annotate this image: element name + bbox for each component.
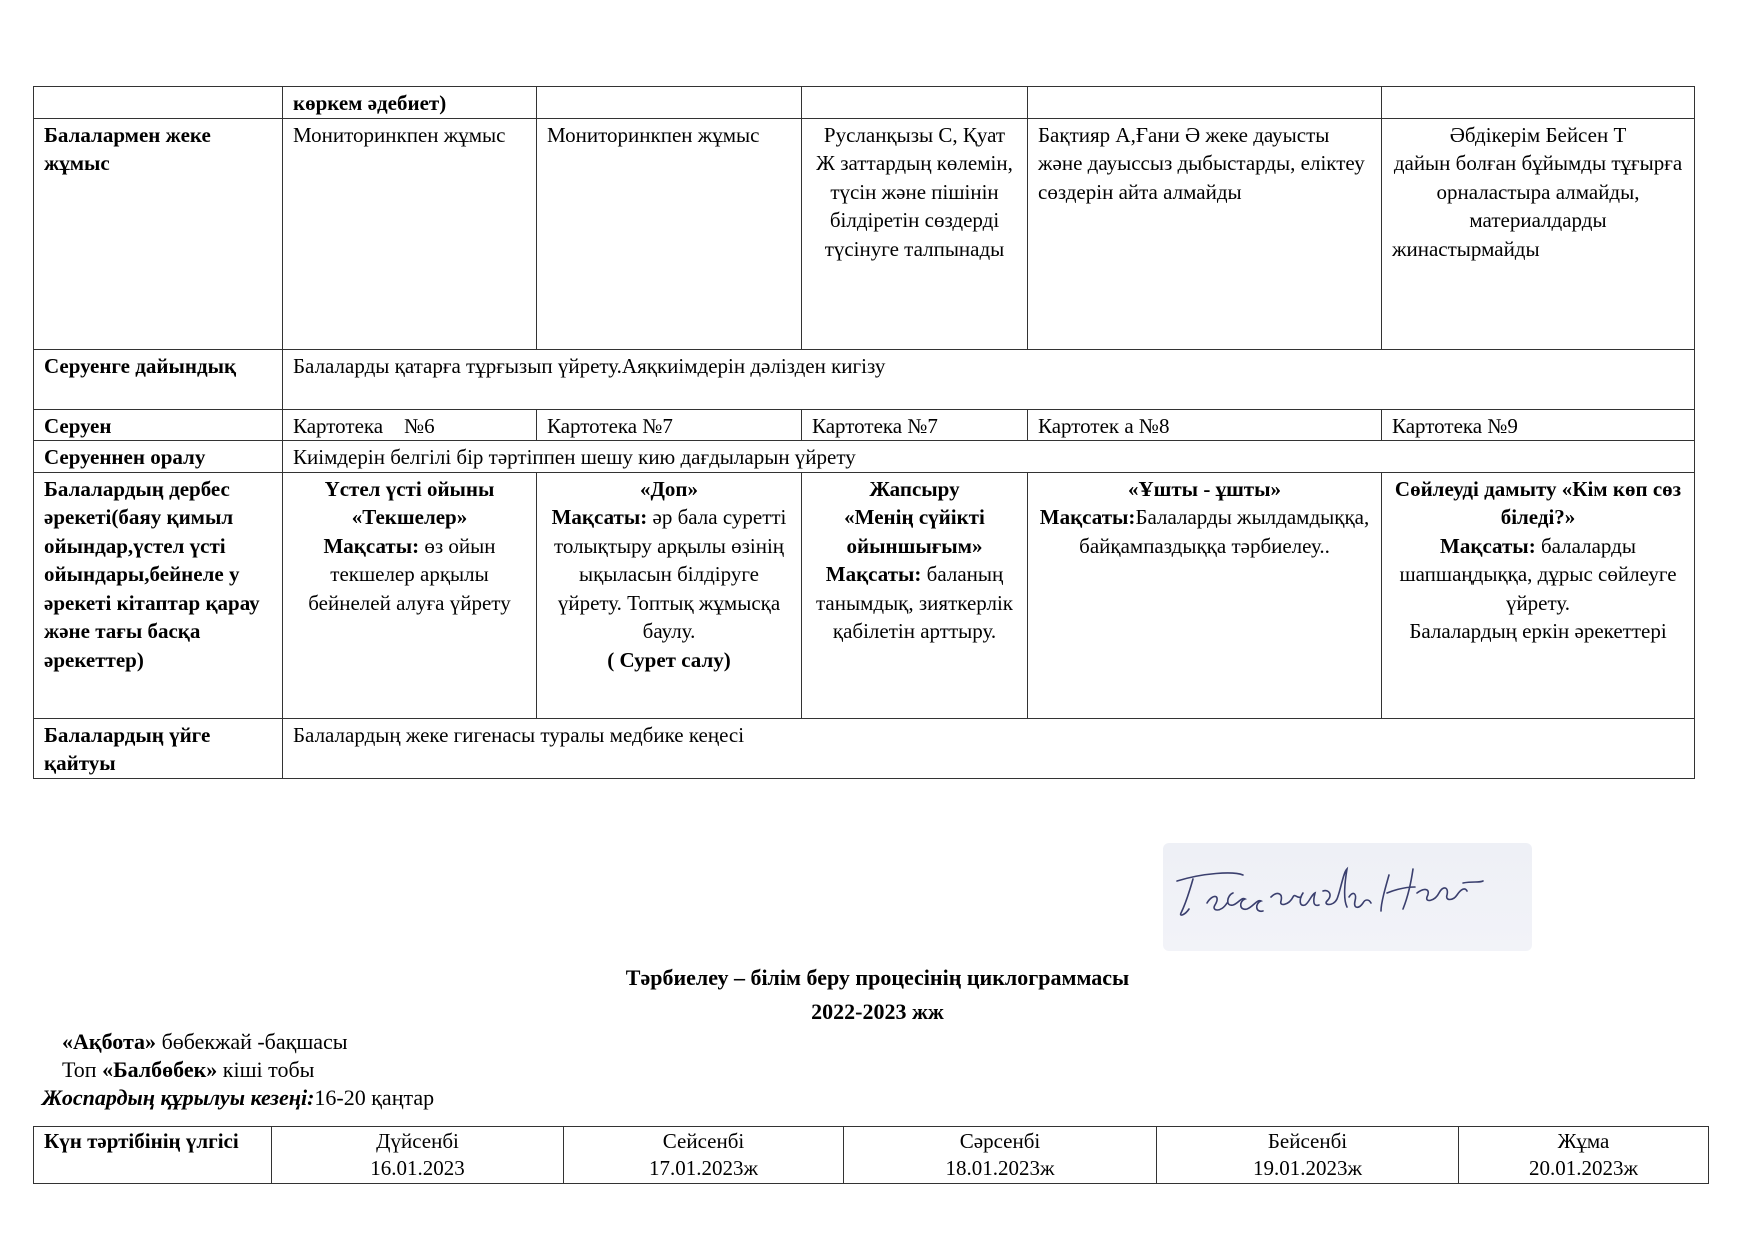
table-cell (283, 472, 537, 718)
row-label-individual-work: Балалармен жеке жұмыс (34, 118, 283, 349)
table-row (34, 349, 1695, 409)
row-label-walk-prep: Серуенге дайындық (34, 349, 283, 409)
table-cell (1028, 472, 1382, 718)
table-cell: Мониторинкпен жұмыс (537, 118, 802, 349)
table-cell: Картотека №7 (802, 409, 1028, 441)
activity-goal (1392, 532, 1684, 618)
table-cell: Картотека №9 (1382, 409, 1695, 441)
group-suffix: кіші тобы (217, 1057, 315, 1082)
goal-label: Мақсаты: (1039, 505, 1136, 529)
day-name: Дүйсенбі (376, 1129, 459, 1153)
row-label-daily-schedule: Күн тәртібінің үлгісі (34, 1127, 272, 1184)
table-cell (802, 472, 1028, 718)
goal-text: әр бала суретті толықтыру арқылы өзінің ықыласын білдіруге үйрету. Топтық жұмысқа баулу. (553, 505, 787, 643)
schedule-table-header (33, 1126, 1709, 1184)
table-row (34, 409, 1695, 441)
group-prefix: Топ (62, 1057, 103, 1082)
day-date: 18.01.2023ж (945, 1156, 1055, 1180)
row-label-walk: Серуен (34, 409, 283, 441)
day-header (844, 1127, 1157, 1184)
goal-text: балаларды шапшаңдыққа, дұрыс сөйлеуге үйрету. (1399, 533, 1677, 615)
day-header (564, 1127, 844, 1184)
activity-title: Жапсыру (869, 476, 960, 501)
activity-goal (547, 503, 791, 646)
activity-title: Сөйлеуді дамыту «Кім көп сөз біледі?» (1394, 476, 1682, 529)
activity-goal (293, 532, 526, 618)
table-cell: Киімдерін белгілі бір тәртіппен шешу кию дағдыларын үйрету (283, 441, 1695, 473)
group-line (62, 1056, 314, 1084)
document-year: 2022-2023 жж (811, 999, 944, 1024)
table-cell: көркем әдебиет) (283, 87, 537, 119)
period-label: Жоспардың құрылуы кезеңі: (42, 1085, 315, 1110)
cell-line: жинастырмайды (1392, 236, 1540, 261)
day-header (272, 1127, 564, 1184)
table-cell (537, 87, 802, 119)
row-label-return: Серуеннен оралу (34, 441, 283, 473)
day-header (1157, 1127, 1459, 1184)
cell-line: дайын болған бұйымды тұғырға орналастыра алмайды, материалдарды (1393, 151, 1683, 232)
kindergarten-suffix: бөбекжай -бақшасы (156, 1029, 348, 1054)
activity-goal (1038, 503, 1371, 560)
table-cell: Картотек а №8 (1028, 409, 1382, 441)
goal-label: Мақсаты: (323, 533, 420, 558)
goal-label: Мақсаты: (551, 505, 648, 529)
activity-title: «Ұшты - ұшты» (1127, 476, 1282, 501)
document-title: Тәрбиелеу – білім беру процесінің циклограммасы (625, 965, 1130, 990)
day-header (1459, 1127, 1709, 1184)
signature-image (1163, 843, 1532, 951)
table-cell (34, 87, 283, 119)
row-label-going-home: Балалардың үйге қайтуы (34, 718, 283, 778)
table-cell (1382, 87, 1695, 119)
table-cell (802, 87, 1028, 119)
day-name: Жұма (1557, 1129, 1610, 1153)
activity-title: Үстел үсті ойыны (324, 476, 495, 501)
goal-label: Мақсаты: (825, 562, 922, 586)
goal-text: өз ойын текшелер арқылы бейнелей алуға үйрету (308, 533, 511, 615)
table-row (34, 718, 1695, 778)
activity-extra: ( Сурет салу) (607, 647, 731, 672)
day-name: Бейсенбі (1267, 1129, 1348, 1153)
day-date: 17.01.2023ж (648, 1156, 758, 1180)
kindergarten-name: «Ақбота» (62, 1029, 157, 1054)
row-label-independent-activity: Балалардың дербес әрекеті(баяу қимыл ойындар,үстел үсті ойындары,бейнеле у әрекеті кітаптар қарау және тағы басқа әрекеттер) (34, 472, 283, 718)
table-cell: Балаларды қатарға тұрғызып үйрету.Аяқкиімдерін дәлізден кигізу (283, 349, 1695, 409)
day-date: 16.01.2023 (370, 1156, 465, 1180)
table-cell: Мониторинкпен жұмыс (283, 118, 537, 349)
table-cell: Картотека №6 (283, 409, 537, 441)
table-cell (1382, 118, 1695, 349)
activity-title: «Менің сүйікті ойыншығым» (844, 505, 985, 558)
period-line (42, 1084, 434, 1112)
table-row (34, 472, 1695, 718)
period-value: 16-20 қаңтар (314, 1085, 435, 1110)
table-row (34, 87, 1695, 119)
table-cell: Бақтияр А,Ғани Ә жеке дауысты және дауыссыз дыбыстарды, еліктеу сөздерін айта алмайды (1028, 118, 1382, 349)
day-date: 20.01.2023ж (1528, 1156, 1638, 1180)
signature-scribble (1163, 843, 1532, 951)
group-name: «Балбөбек» (102, 1057, 218, 1082)
day-date: 19.01.2023ж (1252, 1156, 1362, 1180)
kindergarten-line (62, 1028, 348, 1056)
table-row (34, 1127, 1709, 1184)
table-row (34, 441, 1695, 473)
table-cell (537, 472, 802, 718)
table-cell: Балалардың жеке гигенасы туралы медбике кеңесі (283, 718, 1695, 778)
schedule-table-continued (33, 86, 1695, 779)
day-name: Сәрсенбі (959, 1129, 1041, 1153)
table-cell (1382, 472, 1695, 718)
activity-title: «Текшелер» (351, 505, 468, 529)
activity-title: «Доп» (639, 476, 699, 501)
table-row (34, 118, 1695, 349)
day-name: Сейсенбі (662, 1129, 745, 1153)
goal-text: Балаларды жылдамдыққа, байқампаздыққа тәрбиелеу.. (1079, 505, 1370, 558)
table-cell: Картотека №7 (537, 409, 802, 441)
table-cell: Русланқызы С, Қуат Ж заттардың көлемін, түсін және пішінін білдіретін сөздерді түсінуге талпынады (802, 118, 1028, 349)
table-cell (1028, 87, 1382, 119)
activity-goal (812, 560, 1017, 646)
cell-line: Әбдікерім Бейсен Т (1449, 122, 1627, 147)
activity-extra: Балалардың еркін әрекеттері (1409, 619, 1667, 643)
goal-text: баланың танымдық, зияткерлік қабілетін арттыру. (816, 562, 1013, 643)
goal-label: Мақсаты: (1440, 533, 1536, 558)
